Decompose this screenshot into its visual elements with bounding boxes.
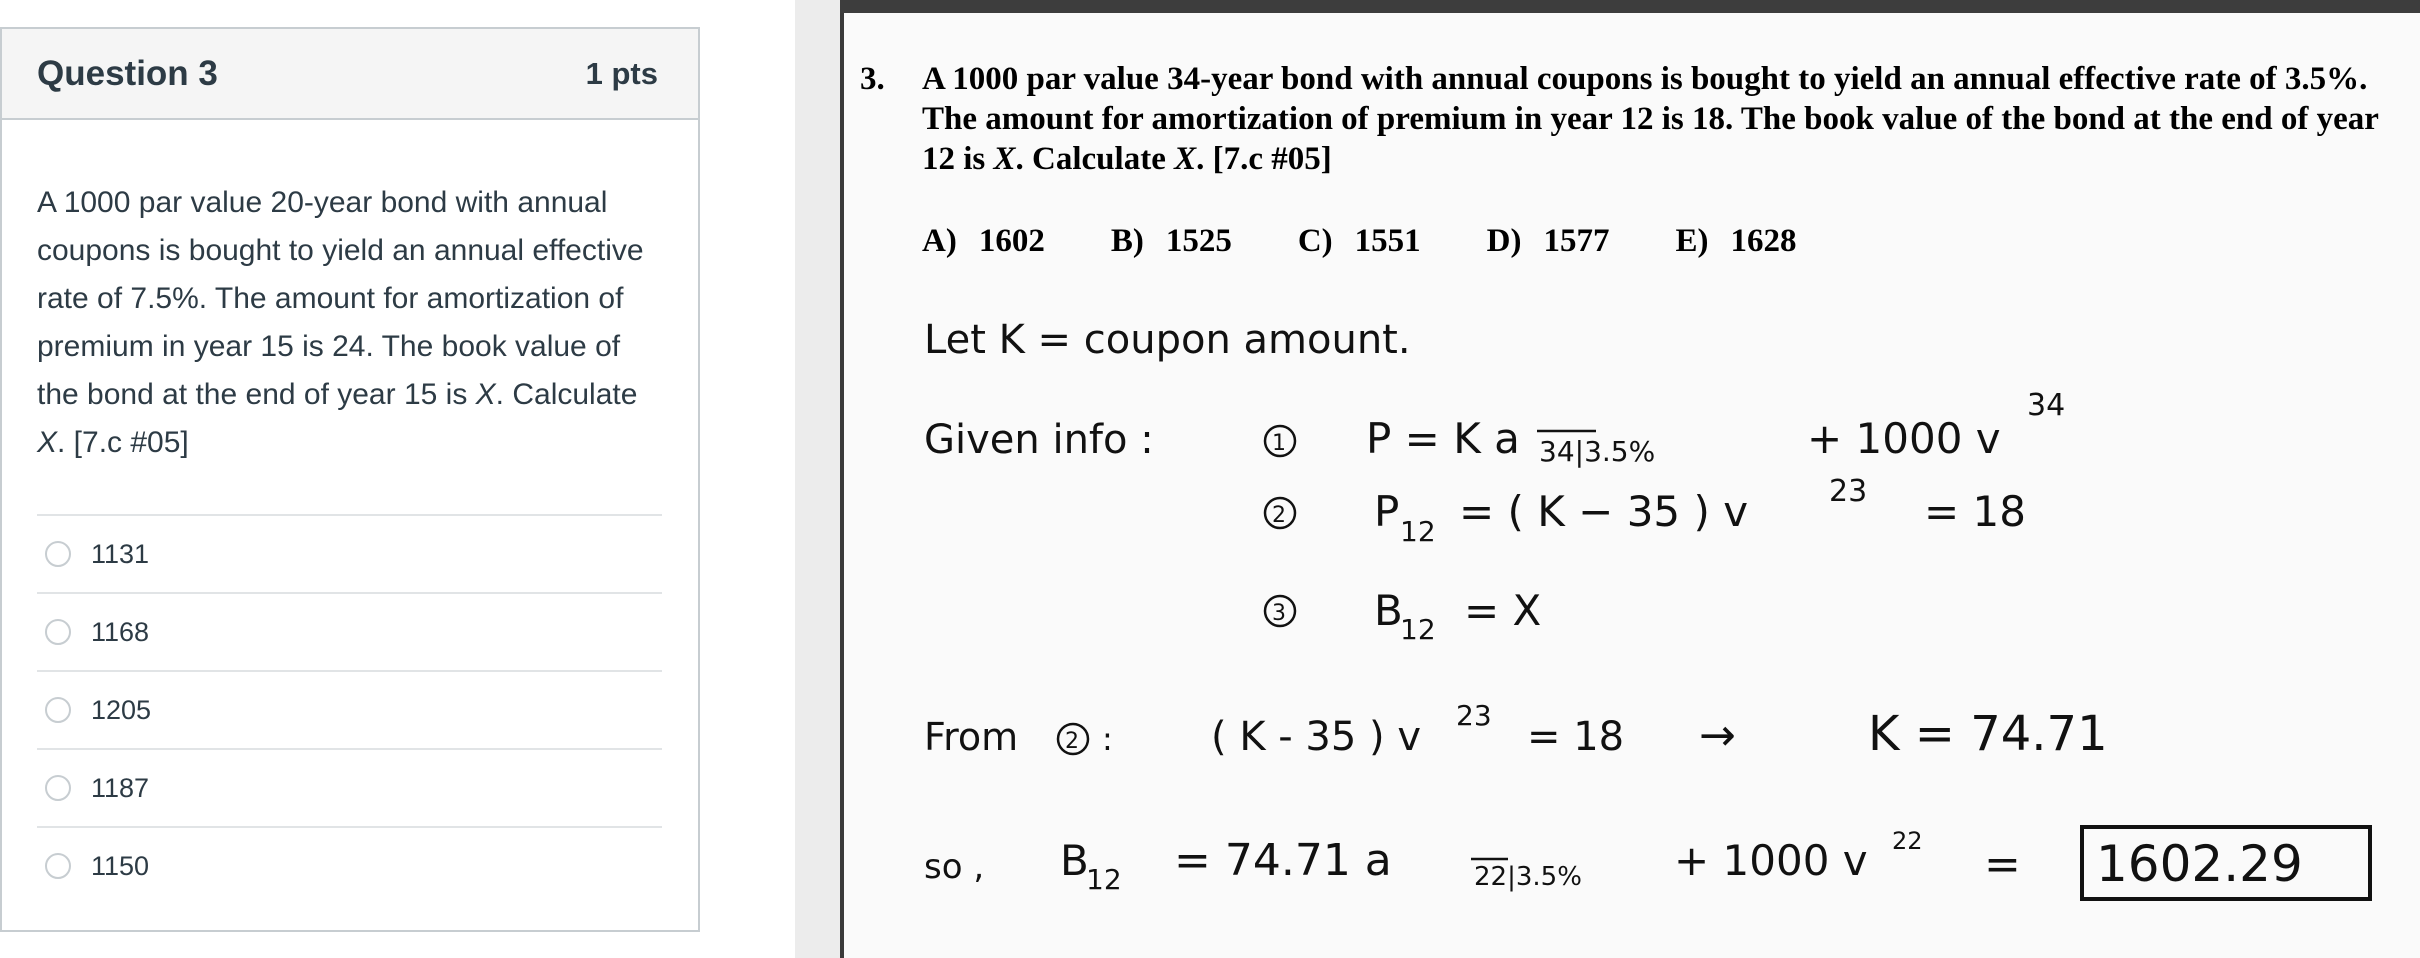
answer-option[interactable] (37, 748, 662, 826)
colon: : (1102, 720, 1113, 758)
eq2-exponent: 23 (1829, 474, 1868, 509)
question-points: 1 pts (585, 55, 658, 91)
answer-label: 1131 (91, 538, 150, 569)
answer-label: 1205 (91, 694, 152, 725)
document-question-number: 3. (860, 61, 885, 97)
from-rhs: = 18 (1527, 714, 1625, 760)
eq2-mid: = ( K − 35 ) v (1459, 487, 1749, 536)
k-result: K = 74.71 (1868, 706, 2108, 762)
circled-number-2-ref-label: 2 (1065, 729, 1079, 754)
radio-button[interactable] (45, 853, 71, 879)
so-label: so , (924, 847, 985, 887)
circled-number-3-label: 3 (1272, 601, 1286, 626)
document-line-3: 12 is X. Calculate X. [7.c #05] (922, 141, 1332, 177)
eq3-rhs: = X (1464, 586, 1542, 635)
arrow-icon: → (1699, 710, 1736, 761)
from-label: From (924, 715, 1019, 759)
b12-exponent: 22 (1892, 827, 1923, 855)
eq1-tail: + 1000 v (1807, 414, 2001, 463)
eq2-lhs: P (1374, 487, 1400, 536)
answer-label: 1150 (91, 850, 150, 881)
handwritten-work (844, 13, 2420, 958)
question-mid: . Calculate (495, 378, 638, 411)
from-exponent: 23 (1456, 699, 1492, 732)
eq1-subscript: 34|3.5% (1539, 435, 1656, 468)
answer-options (37, 514, 662, 904)
document-top-bar (840, 0, 2420, 13)
quiz-question-card (0, 27, 700, 932)
eq3-subscript: 12 (1400, 613, 1436, 646)
final-answer: 1602.29 (2096, 835, 2303, 893)
answer-option[interactable] (37, 592, 662, 670)
radio-button[interactable] (45, 541, 71, 567)
let-line: Let K = coupon amount. (924, 317, 1411, 363)
eq2-subscript: 12 (1400, 515, 1436, 548)
circled-number-2-label: 2 (1272, 503, 1286, 528)
solution-document (844, 13, 2420, 958)
answer-option[interactable] (37, 826, 662, 904)
eq2-rhs: = 18 (1924, 487, 2026, 536)
question-header (2, 29, 698, 120)
question-variable: X (475, 378, 496, 411)
given-label: Given info : (924, 417, 1154, 463)
choice-d: D) 1577 (1486, 223, 1610, 259)
b12-annuity-subscript: 22|3.5% (1474, 862, 1582, 892)
circled-number-1-label: 1 (1272, 431, 1286, 456)
b12-equation: = 74.71 a (1174, 835, 1392, 886)
question-ref: . [7.c #05] (57, 426, 189, 459)
choice-b: B) 1525 (1110, 223, 1232, 259)
eq1-lhs: P = K a (1366, 414, 1520, 463)
answer-option[interactable] (37, 514, 662, 592)
choice-e: E) 1628 (1675, 223, 1797, 259)
radio-button[interactable] (45, 775, 71, 801)
choice-a: A) 1602 (922, 223, 1045, 259)
from-equation: ( K - 35 ) v (1211, 714, 1422, 760)
question-body: A 1000 par value 20-year bond with annual coupons is bought to yield an annual effective rate of 7.5%. The amount for amortization of premium in year 15 is 24. The book value of the bond at the end of year 15 is (37, 186, 644, 411)
b12-tail: + 1000 v (1674, 836, 1868, 885)
document-line-2: The amount for amortization of premium in year 12 is 18. The book value of the bond at the end of year (922, 101, 2379, 137)
choice-c: C) 1551 (1297, 223, 1421, 259)
b12-label: B (1060, 836, 1089, 885)
question-variable-2: X (37, 426, 58, 459)
answer-option[interactable] (37, 670, 662, 748)
question-text (37, 179, 667, 467)
equals-sign: = (1984, 839, 2021, 890)
radio-button[interactable] (45, 697, 71, 723)
answer-label: 1168 (91, 616, 150, 647)
radio-button[interactable] (45, 619, 71, 645)
panel-gutter (795, 0, 843, 958)
document-line-1: A 1000 par value 34-year bond with annual coupons is bought to yield an annual effective rate of 3.5%. (922, 61, 2368, 97)
eq3-lhs: B (1374, 586, 1403, 635)
eq1-exponent: 34 (2027, 388, 2066, 423)
answer-label: 1187 (91, 772, 150, 803)
b12-subscript: 12 (1086, 863, 1122, 896)
question-title: Question 3 (37, 53, 218, 93)
